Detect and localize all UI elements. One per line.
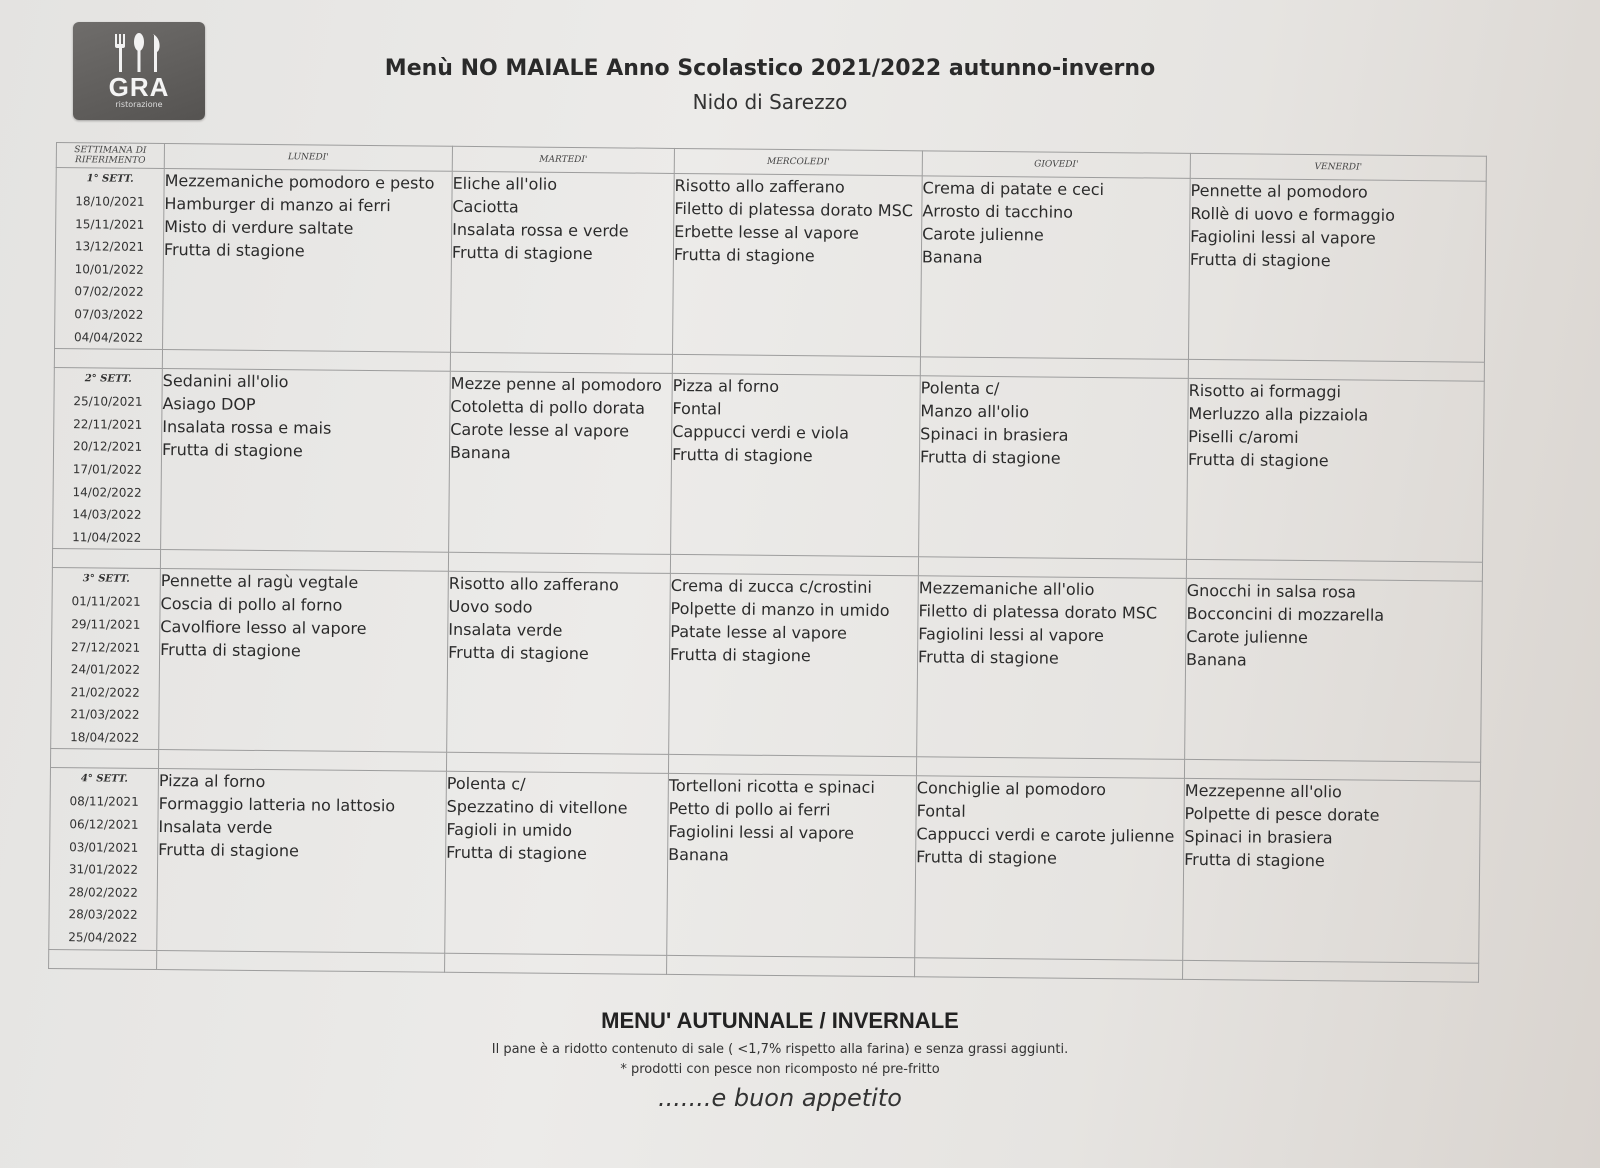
separator-cell: [1183, 960, 1479, 982]
meal-item: Mezze penne al pomodoro: [450, 373, 662, 395]
meal-item: Piselli c/aromi: [1188, 427, 1299, 448]
meal-item: Polpette di manzo in umido: [670, 599, 890, 621]
meal-item: Insalata rossa e mais: [162, 417, 332, 438]
column-header-week: SETTIMANA DI RIFERIMENTO: [56, 143, 164, 169]
meal-item: Formaggio latteria no lattosio: [158, 794, 396, 816]
meal-item: Eliche all'olio: [452, 173, 558, 194]
meal-item: Caciotta: [452, 196, 519, 217]
week-date: 10/01/2022: [74, 261, 144, 277]
separator-cell: [54, 349, 162, 369]
week-date: 25/10/2021: [73, 394, 143, 409]
meal-item: Spezzatino di vitellone: [446, 797, 628, 818]
meal-item: Pennette al pomodoro: [1190, 180, 1368, 202]
separator-cell: [668, 755, 916, 776]
week-date: 13/12/2021: [74, 239, 145, 255]
week-date: 11/04/2022: [72, 529, 142, 545]
week-dates-cell: [53, 368, 163, 550]
week-row: [55, 168, 1487, 363]
week-date: 28/02/2022: [68, 885, 138, 900]
week-date: 07/02/2022: [74, 284, 144, 300]
meal-cell-friday: [1183, 779, 1481, 963]
meal-item: Frutta di stagione: [670, 645, 811, 666]
meal-item: Frutta di stagione: [451, 242, 593, 264]
meal-item: Coscia di pollo al forno: [160, 594, 343, 616]
meal-item: Carote julienne: [1186, 627, 1309, 648]
week-date: 31/01/2022: [68, 862, 139, 878]
company-logo: [73, 22, 205, 120]
meal-item: Hamburger di manzo ai ferri: [164, 194, 391, 216]
meal-item: Risotto allo zafferano: [674, 175, 845, 197]
meal-item: Frutta di stagione: [1187, 450, 1329, 471]
meal-item: Frutta di stagione: [918, 647, 1059, 668]
meal-item: Banana: [449, 442, 511, 463]
meal-item: Conchiglie al pomodoro: [916, 778, 1106, 800]
week-date: 22/11/2021: [73, 416, 143, 432]
meal-item: Spinaci in brasiera: [920, 424, 1069, 445]
meal-cell-wednesday: [671, 374, 921, 558]
closing-text: .......e buon appetito: [658, 1084, 902, 1112]
logo-subtitle: ristorazione: [115, 100, 163, 109]
meal-item: Frutta di stagione: [161, 440, 303, 461]
week-date: 18/04/2022: [70, 730, 140, 745]
meal-item: Fagioli in umido: [446, 820, 573, 841]
footer-note-fish: * prodotti con pesce non ricomposto né pre-fritto: [620, 1062, 940, 1077]
separator-cell: [448, 553, 670, 574]
meal-item: Pizza al forno: [158, 771, 266, 792]
week-date: 21/03/2022: [70, 707, 140, 723]
meal-item: Cavolfiore lesso al vapore: [160, 617, 367, 639]
week-date: 27/12/2021: [70, 639, 141, 655]
meal-item: Pennette al ragù vegtale: [160, 571, 359, 593]
week-label: 1° SETT.: [86, 173, 134, 185]
meal-cell-friday: [1187, 379, 1485, 563]
meal-item: Petto di pollo ai ferri: [668, 799, 831, 820]
meal-item: Gnocchi in salsa rosa: [1186, 581, 1357, 602]
week-date: 28/03/2022: [68, 907, 138, 923]
week-dates-cell: [51, 568, 161, 750]
meal-item: Manzo all'olio: [920, 401, 1030, 422]
meal-item: Frutta di stagione: [446, 843, 587, 864]
meal-item: Frutta di stagione: [673, 244, 815, 266]
week-date: 03/01/2021: [69, 839, 139, 855]
meal-item: Asiago DOP: [162, 394, 256, 415]
meal-cell-monday: [159, 569, 449, 753]
week-date: 29/11/2021: [71, 617, 141, 632]
separator-cell: [52, 549, 160, 569]
meal-item: Frutta di stagione: [163, 240, 305, 261]
footer-note-bread: Il pane è a ridotto contenuto di sale ( <1,7% rispetto alla farina) e senza grassi aggiunti.: [491, 1042, 1069, 1057]
column-header-friday: VENERDI': [1190, 153, 1486, 181]
meal-item: Sedanini all'olio: [162, 371, 289, 392]
meal-item: Rollè di uovo e formaggio: [1190, 203, 1396, 225]
meal-item: Fagiolini lessi al vapore: [918, 624, 1105, 646]
meal-item: Arrosto di tacchino: [922, 201, 1074, 222]
week-date: 06/12/2021: [69, 817, 139, 832]
meal-cell-friday: [1185, 579, 1483, 763]
meal-item: Frutta di stagione: [158, 840, 299, 861]
cutlery-icon: [107, 30, 171, 74]
separator-cell: [446, 753, 668, 774]
meal-item: Frutta di stagione: [1189, 249, 1331, 271]
meal-item: Crema di patate e ceci: [922, 178, 1105, 200]
meal-item: Tortelloni ricotta e spinaci: [668, 776, 875, 798]
meal-cell-wednesday: [667, 774, 917, 958]
meal-item: Cappucci verdi e carote julienne: [916, 824, 1175, 847]
meal-item: Mezzemaniche pomodoro e pesto: [164, 171, 435, 193]
column-header-wednesday: MERCOLEDI': [674, 148, 922, 175]
meal-item: Banana: [668, 845, 729, 865]
meal-item: Uovo sodo: [448, 597, 533, 617]
week-date: 18/10/2021: [75, 194, 145, 209]
meal-item: Erbette lesse al vapore: [674, 221, 859, 243]
week-row: [49, 768, 1481, 963]
meal-item: Frutta di stagione: [160, 640, 301, 661]
week-date: 20/12/2021: [72, 439, 143, 455]
week-row: [53, 368, 1485, 563]
week-date: 01/11/2021: [71, 594, 141, 610]
meal-item: Mezzepenne all'olio: [1184, 781, 1342, 802]
week-date: 07/03/2022: [74, 307, 144, 322]
meal-item: Carote julienne: [922, 224, 1044, 245]
meal-item: Frutta di stagione: [1184, 850, 1325, 871]
meal-cell-wednesday: [669, 574, 919, 758]
meal-item: Spinaci in brasiera: [1184, 827, 1333, 848]
week-label: 3° SETT.: [82, 573, 130, 586]
separator-cell: [920, 357, 1188, 379]
meal-cell-monday: [163, 169, 453, 353]
week-row: [51, 568, 1483, 763]
meal-item: Banana: [1185, 650, 1247, 670]
separator-cell: [445, 953, 667, 974]
meal-cell-thursday: [920, 176, 1190, 360]
meal-item: Pizza al forno: [672, 376, 780, 397]
separator-cell: [667, 955, 915, 976]
meal-item: Cappucci verdi e viola: [672, 422, 850, 443]
meal-item: Insalata rossa e verde: [452, 219, 629, 241]
meal-item: Fagiolini lessi al vapore: [668, 822, 855, 844]
meal-item: Fontal: [672, 399, 722, 419]
meal-item: Polenta c/: [446, 774, 526, 795]
meal-item: Risotto allo zafferano: [448, 574, 619, 595]
column-header-monday: LUNEDI': [164, 144, 452, 172]
week-label: 4° SETT.: [80, 773, 128, 786]
meal-cell-thursday: [917, 576, 1187, 760]
column-header-thursday: GIOVEDI': [922, 151, 1190, 179]
separator-cell: [157, 950, 445, 972]
meal-cell-friday: [1188, 178, 1486, 362]
week-date: 15/11/2021: [75, 216, 145, 232]
week-dates-cell: [55, 168, 165, 350]
separator-cell: [450, 352, 672, 373]
week-date: 04/04/2022: [73, 329, 144, 345]
menu-table: [48, 142, 1487, 982]
meal-cell-monday: [161, 369, 451, 553]
meal-cell-tuesday: [449, 371, 673, 554]
meal-item: Fontal: [916, 801, 966, 822]
meal-cell-tuesday: [447, 572, 671, 755]
meal-item: Frutta di stagione: [919, 447, 1061, 468]
meal-cell-monday: [157, 769, 447, 953]
week-date: 17/01/2022: [72, 462, 143, 477]
week-date: 24/01/2022: [70, 662, 141, 677]
meal-cell-tuesday: [445, 772, 669, 955]
separator-cell: [916, 757, 1184, 779]
week-label: 2° SETT.: [84, 373, 132, 385]
meal-cell-thursday: [919, 376, 1189, 560]
meal-item: Fagiolini lessi al vapore: [1190, 226, 1376, 248]
meal-item: Insalata verde: [158, 817, 273, 838]
separator-cell: [49, 949, 157, 969]
meal-item: Insalata verde: [448, 620, 563, 641]
meal-cell-wednesday: [672, 173, 922, 357]
meal-item: Crema di zucca c/crostini: [670, 576, 872, 598]
meal-item: Patate lesse al vapore: [670, 622, 847, 643]
separator-cell: [670, 555, 918, 576]
week-date: 14/03/2022: [72, 507, 142, 522]
meal-item: Risotto ai formaggi: [1188, 381, 1342, 402]
week-date: 25/04/2022: [68, 930, 138, 945]
week-date: 21/02/2022: [70, 684, 140, 700]
meal-item: Misto di verdure saltate: [164, 217, 354, 238]
meal-item: Polpette di pesce dorate: [1184, 804, 1380, 826]
meal-item: Frutta di stagione: [916, 847, 1057, 869]
week-date: 08/11/2021: [69, 794, 139, 810]
meal-item: Polenta c/: [920, 378, 1000, 399]
week-dates-cell: [49, 768, 159, 950]
meal-cell-tuesday: [450, 171, 674, 354]
column-header-tuesday: MARTEDI': [452, 146, 674, 173]
meal-item: Filetto di platessa dorato MSC: [674, 198, 914, 221]
meal-cell-thursday: [915, 776, 1185, 960]
meal-item: Frutta di stagione: [448, 643, 589, 664]
page-title: Menù NO MAIALE Anno Scolastico 2021/2022 autunno-inverno: [384, 56, 1156, 81]
meal-item: Banana: [921, 247, 983, 267]
meal-item: Frutta di stagione: [671, 445, 813, 466]
meal-item: Mezzemaniche all'olio: [918, 578, 1095, 600]
week-date: 14/02/2022: [72, 484, 142, 500]
separator-cell: [672, 355, 920, 376]
meal-item: Cotoletta di pollo dorata: [450, 396, 646, 418]
page-subtitle: Nido di Sarezzo: [692, 90, 848, 114]
separator-cell: [918, 557, 1186, 579]
footer-title: MENU' AUTUNNALE / INVERNALE: [601, 1008, 959, 1033]
logo-brand: GRA: [108, 72, 170, 102]
separator-cell: [50, 749, 158, 769]
meal-item: Merluzzo alla pizzaiola: [1188, 404, 1369, 425]
meal-item: Carote lesse al vapore: [450, 419, 630, 441]
separator-cell: [915, 957, 1183, 979]
meal-item: Bocconcini di mozzarella: [1186, 604, 1385, 626]
meal-item: Filetto di platessa dorato MSC: [918, 601, 1158, 623]
